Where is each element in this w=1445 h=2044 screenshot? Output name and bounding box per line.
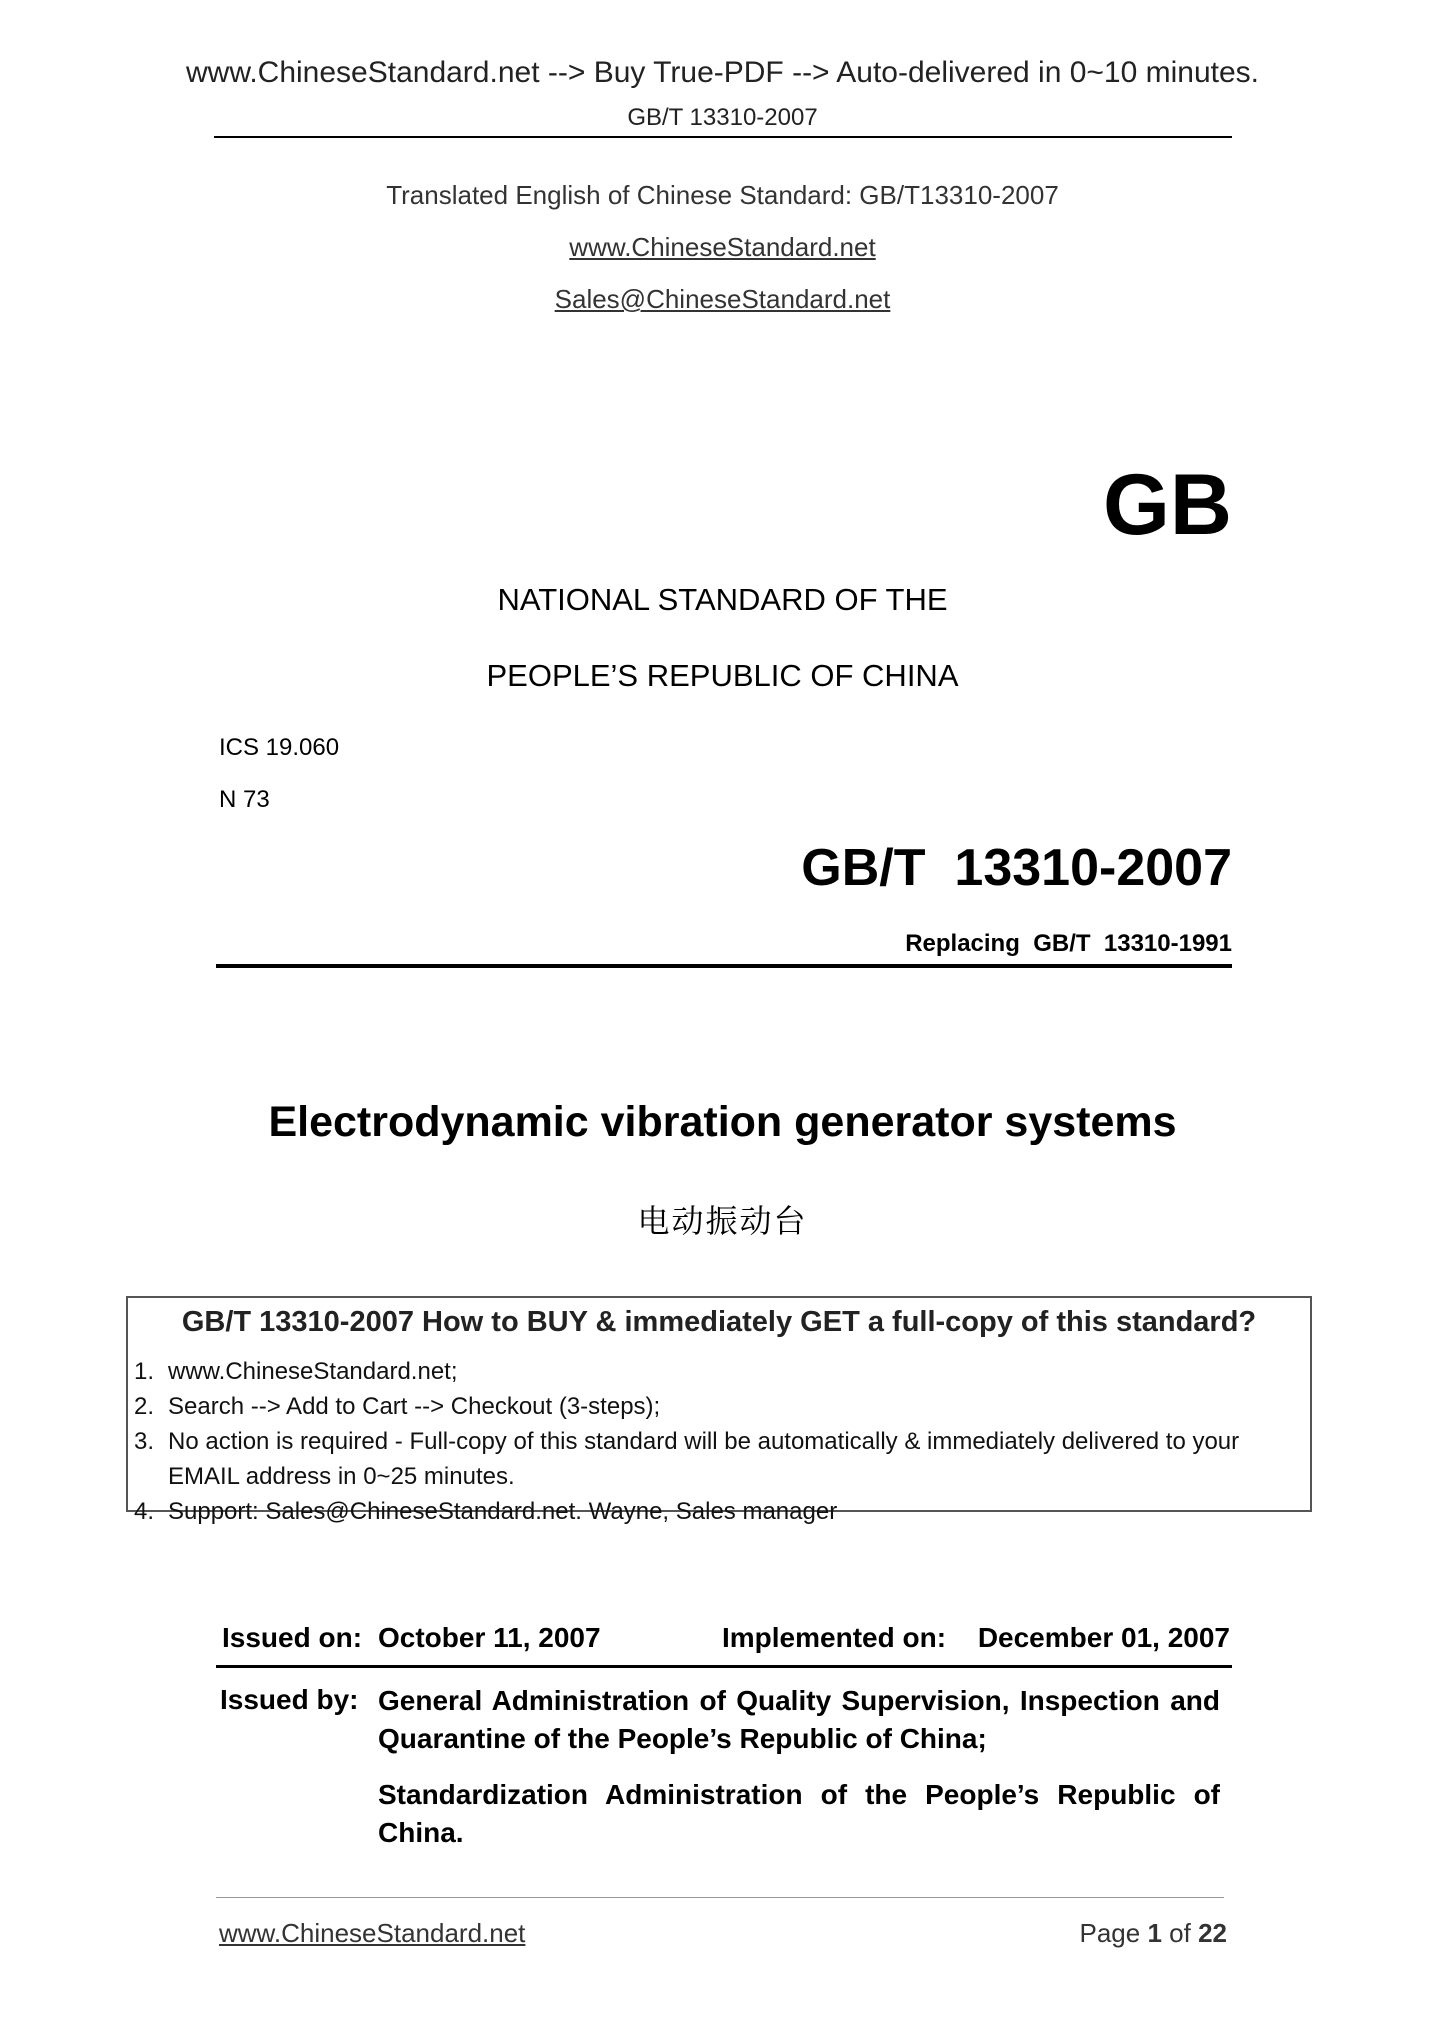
page-total: 22: [1198, 1918, 1227, 1948]
ccs-code: N 73: [219, 786, 270, 813]
buy-step-number: 2.: [134, 1393, 155, 1420]
email-link-wrap: [0, 284, 1445, 315]
email-link[interactable]: Sales@ChineseStandard.net: [554, 284, 891, 314]
page-of: of: [1169, 1918, 1191, 1948]
issuer-primary: General Administration of Quality Supervision, Inspection and Quarantine of the People’s Republic of China;: [378, 1685, 1220, 1754]
issue-divider: [216, 1665, 1232, 1668]
website-link-wrap: [0, 232, 1445, 263]
buy-step-text: www.ChineseStandard.net;: [168, 1358, 458, 1385]
buy-step-text: Support: Sales@ChineseStandard.net. Wayne, Sales manager: [168, 1498, 838, 1525]
header-divider: [214, 136, 1232, 138]
buy-step: [134, 1354, 1300, 1389]
page-current: 1: [1147, 1918, 1162, 1948]
issued-on-label: Issued on:: [222, 1622, 363, 1653]
buy-instructions-box: [126, 1296, 1312, 1525]
footer-divider: [216, 1897, 1224, 1898]
buy-step: [134, 1494, 1300, 1529]
cover-divider: [216, 964, 1232, 968]
national-standard-line2: PEOPLE’S REPUBLIC OF CHINA: [486, 658, 959, 693]
gb-logo: GB: [1103, 457, 1232, 553]
page-prefix: Page: [1079, 1918, 1141, 1948]
buy-box-heading: GB/T 13310-2007 How to BUY & immediately GET a full-copy of this standard?: [181, 1306, 1257, 1338]
buy-step-number: 3.: [134, 1428, 155, 1455]
header-standard-code: GB/T 13310-2007: [627, 104, 818, 131]
document-title-chinese: 电动振动台: [637, 1203, 808, 1239]
buy-step-text: No action is required - Full-copy of this standard will be automatically & immediately delivered to your EMAIL address in 0~25 minutes.: [168, 1428, 1240, 1490]
ics-code: ICS 19.060: [219, 734, 340, 761]
buy-steps-list: [134, 1354, 1300, 1529]
buy-step-number: 1.: [134, 1358, 155, 1385]
page-number: [1079, 1918, 1227, 1949]
national-standard-line1: NATIONAL STANDARD OF THE: [497, 582, 948, 617]
standard-code: GB/T 13310-2007: [801, 839, 1232, 897]
issued-on-date: October 11, 2007: [378, 1622, 601, 1653]
footer-website-link[interactable]: www.ChineseStandard.net: [219, 1918, 526, 1948]
implemented-on-label: Implemented on:: [722, 1622, 947, 1653]
buy-step-text: Search --> Add to Cart --> Checkout (3-steps);: [168, 1393, 661, 1420]
implemented-on-date: December 01, 2007: [977, 1622, 1230, 1653]
buy-step-number: 4.: [134, 1498, 155, 1525]
buy-step: [134, 1389, 1300, 1424]
top-banner: www.ChineseStandard.net --> Buy True-PDF --> Auto-delivered in 0~10 minutes.: [185, 56, 1260, 89]
replacing-note: Replacing GB/T 13310-1991: [905, 930, 1232, 957]
buy-step: [134, 1424, 1300, 1494]
website-link[interactable]: www.ChineseStandard.net: [569, 232, 876, 262]
issuer-secondary: Standardization Administration of the People’s Republic of China.: [378, 1779, 1220, 1848]
translation-line: Translated English of Chinese Standard: GB/T13310-2007: [386, 180, 1059, 210]
issued-by-label: Issued by:: [220, 1684, 359, 1715]
document-title: Electrodynamic vibration generator systems: [268, 1098, 1177, 1146]
